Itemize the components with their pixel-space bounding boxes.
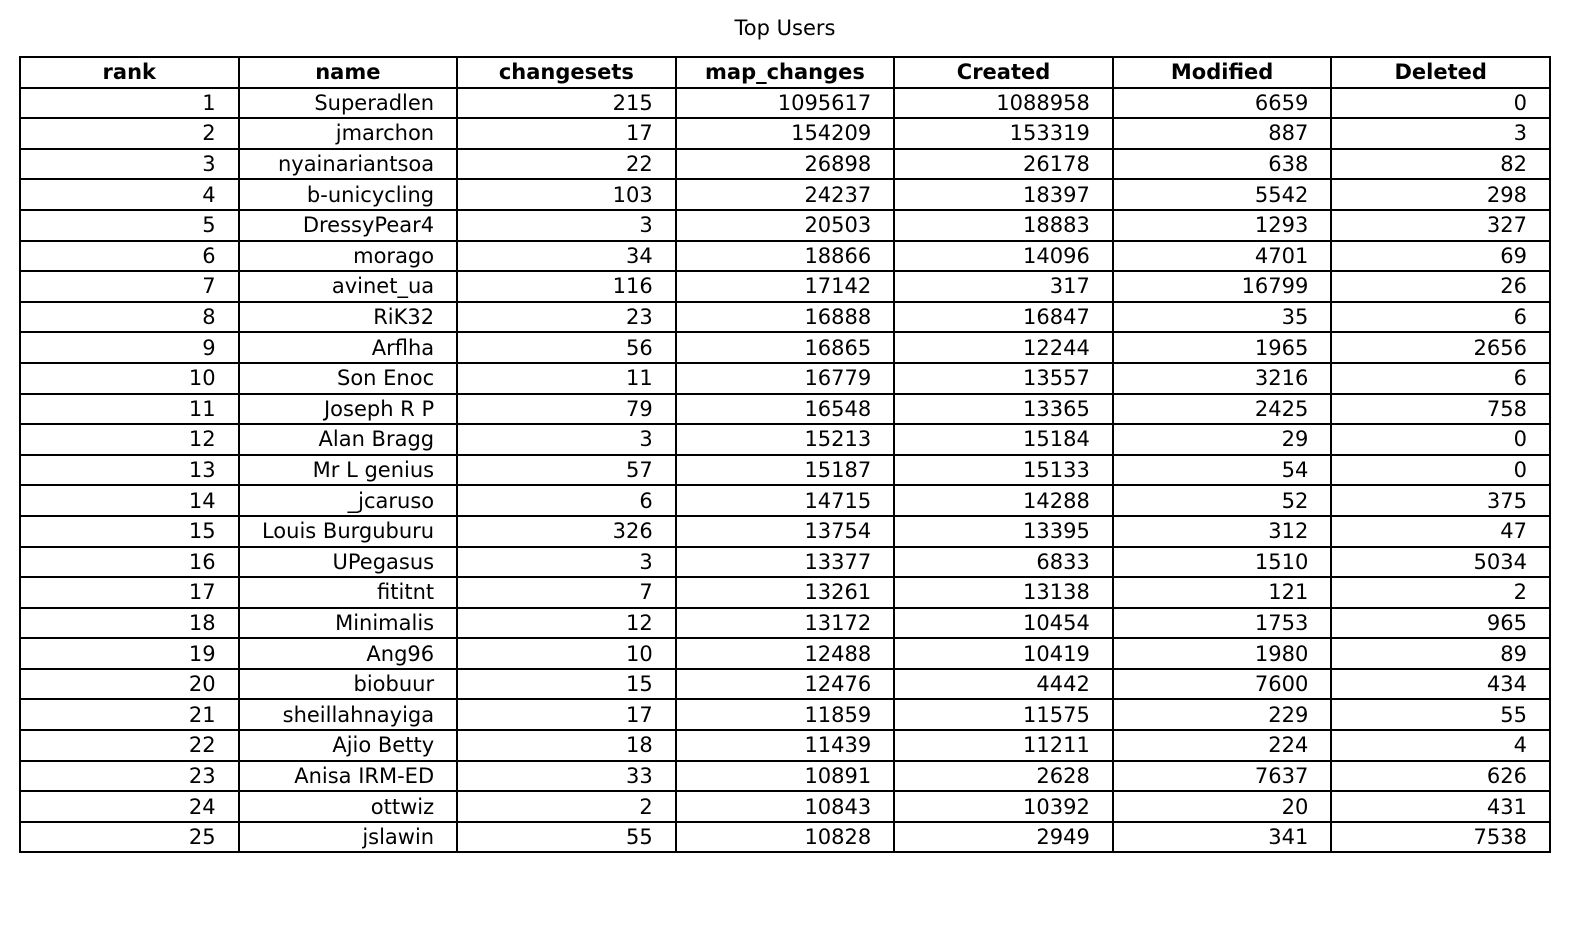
cell-map-changes: 10828 xyxy=(676,822,895,853)
table-row xyxy=(20,88,1550,119)
cell-modified: 121 xyxy=(1113,577,1332,608)
cell-deleted: 89 xyxy=(1331,638,1550,669)
cell-changesets: 11 xyxy=(457,363,676,394)
cell-changesets: 57 xyxy=(457,455,676,486)
cell-deleted: 0 xyxy=(1331,424,1550,455)
table-body xyxy=(20,88,1550,853)
cell-rank: 14 xyxy=(20,485,239,516)
cell-rank: 22 xyxy=(20,730,239,761)
cell-changesets: 17 xyxy=(457,118,676,149)
cell-modified: 54 xyxy=(1113,455,1332,486)
cell-changesets: 18 xyxy=(457,730,676,761)
cell-changesets: 3 xyxy=(457,547,676,578)
cell-name: Louis Burguburu xyxy=(239,516,458,547)
table-row xyxy=(20,210,1550,241)
cell-deleted: 758 xyxy=(1331,394,1550,425)
cell-created: 18883 xyxy=(894,210,1113,241)
cell-deleted: 965 xyxy=(1331,608,1550,639)
cell-map-changes: 12488 xyxy=(676,638,895,669)
table-row xyxy=(20,822,1550,853)
table-row xyxy=(20,516,1550,547)
cell-map-changes: 16548 xyxy=(676,394,895,425)
cell-changesets: 3 xyxy=(457,424,676,455)
cell-changesets: 215 xyxy=(457,88,676,119)
cell-map-changes: 16865 xyxy=(676,332,895,363)
cell-deleted: 6 xyxy=(1331,363,1550,394)
table-row xyxy=(20,761,1550,792)
cell-rank: 18 xyxy=(20,608,239,639)
table-row xyxy=(20,118,1550,149)
cell-name: Arflha xyxy=(239,332,458,363)
cell-rank: 12 xyxy=(20,424,239,455)
cell-modified: 7600 xyxy=(1113,669,1332,700)
cell-created: 11211 xyxy=(894,730,1113,761)
cell-created: 2949 xyxy=(894,822,1113,853)
cell-modified: 6659 xyxy=(1113,88,1332,119)
cell-map-changes: 16779 xyxy=(676,363,895,394)
cell-rank: 11 xyxy=(20,394,239,425)
cell-modified: 341 xyxy=(1113,822,1332,853)
cell-map-changes: 1095617 xyxy=(676,88,895,119)
column-header-rank: rank xyxy=(20,57,239,88)
cell-changesets: 15 xyxy=(457,669,676,700)
table-row xyxy=(20,485,1550,516)
cell-deleted: 3 xyxy=(1331,118,1550,149)
cell-map-changes: 11439 xyxy=(676,730,895,761)
table-row xyxy=(20,791,1550,822)
cell-name: Anisa IRM-ED xyxy=(239,761,458,792)
cell-modified: 1293 xyxy=(1113,210,1332,241)
cell-rank: 6 xyxy=(20,241,239,272)
table-title: Top Users xyxy=(734,16,836,40)
cell-created: 317 xyxy=(894,271,1113,302)
cell-modified: 887 xyxy=(1113,118,1332,149)
cell-map-changes: 14715 xyxy=(676,485,895,516)
table-row xyxy=(20,638,1550,669)
table-row xyxy=(20,424,1550,455)
cell-name: morago xyxy=(239,241,458,272)
cell-rank: 5 xyxy=(20,210,239,241)
table-header-row xyxy=(20,57,1550,88)
column-header-created: Created xyxy=(894,57,1113,88)
column-header-name: name xyxy=(239,57,458,88)
cell-created: 16847 xyxy=(894,302,1113,333)
column-header-modified: Modified xyxy=(1113,57,1332,88)
cell-deleted: 0 xyxy=(1331,455,1550,486)
cell-deleted: 2656 xyxy=(1331,332,1550,363)
cell-changesets: 2 xyxy=(457,791,676,822)
cell-deleted: 7538 xyxy=(1331,822,1550,853)
cell-map-changes: 16888 xyxy=(676,302,895,333)
cell-created: 10419 xyxy=(894,638,1113,669)
cell-name: b-unicycling xyxy=(239,179,458,210)
cell-deleted: 2 xyxy=(1331,577,1550,608)
cell-name: sheillahnayiga xyxy=(239,699,458,730)
cell-name: jmarchon xyxy=(239,118,458,149)
cell-changesets: 56 xyxy=(457,332,676,363)
cell-name: nyainariantsoa xyxy=(239,149,458,180)
cell-rank: 21 xyxy=(20,699,239,730)
table-row xyxy=(20,363,1550,394)
cell-map-changes: 10843 xyxy=(676,791,895,822)
cell-modified: 16799 xyxy=(1113,271,1332,302)
cell-modified: 224 xyxy=(1113,730,1332,761)
cell-map-changes: 24237 xyxy=(676,179,895,210)
cell-rank: 23 xyxy=(20,761,239,792)
cell-name: Ang96 xyxy=(239,638,458,669)
cell-rank: 24 xyxy=(20,791,239,822)
cell-changesets: 10 xyxy=(457,638,676,669)
cell-rank: 2 xyxy=(20,118,239,149)
cell-changesets: 116 xyxy=(457,271,676,302)
table-row xyxy=(20,455,1550,486)
column-header-map-changes: map_changes xyxy=(676,57,895,88)
cell-name: Mr L genius xyxy=(239,455,458,486)
cell-modified: 1753 xyxy=(1113,608,1332,639)
cell-created: 26178 xyxy=(894,149,1113,180)
cell-created: 13395 xyxy=(894,516,1113,547)
cell-name: Ajio Betty xyxy=(239,730,458,761)
cell-deleted: 0 xyxy=(1331,88,1550,119)
cell-rank: 15 xyxy=(20,516,239,547)
cell-created: 13138 xyxy=(894,577,1113,608)
cell-created: 13557 xyxy=(894,363,1113,394)
cell-created: 14096 xyxy=(894,241,1113,272)
cell-map-changes: 13754 xyxy=(676,516,895,547)
cell-deleted: 375 xyxy=(1331,485,1550,516)
table-row xyxy=(20,271,1550,302)
cell-rank: 25 xyxy=(20,822,239,853)
cell-changesets: 12 xyxy=(457,608,676,639)
cell-changesets: 326 xyxy=(457,516,676,547)
cell-modified: 20 xyxy=(1113,791,1332,822)
cell-map-changes: 154209 xyxy=(676,118,895,149)
cell-name: DressyPear4 xyxy=(239,210,458,241)
cell-deleted: 434 xyxy=(1331,669,1550,700)
cell-map-changes: 15213 xyxy=(676,424,895,455)
cell-created: 2628 xyxy=(894,761,1113,792)
cell-modified: 3216 xyxy=(1113,363,1332,394)
cell-name: RiK32 xyxy=(239,302,458,333)
cell-created: 12244 xyxy=(894,332,1113,363)
cell-created: 6833 xyxy=(894,547,1113,578)
table-row xyxy=(20,179,1550,210)
cell-name: ottwiz xyxy=(239,791,458,822)
cell-map-changes: 15187 xyxy=(676,455,895,486)
cell-deleted: 69 xyxy=(1331,241,1550,272)
cell-changesets: 6 xyxy=(457,485,676,516)
cell-deleted: 327 xyxy=(1331,210,1550,241)
cell-name: fititnt xyxy=(239,577,458,608)
cell-changesets: 103 xyxy=(457,179,676,210)
cell-map-changes: 26898 xyxy=(676,149,895,180)
cell-created: 10392 xyxy=(894,791,1113,822)
cell-map-changes: 17142 xyxy=(676,271,895,302)
cell-changesets: 34 xyxy=(457,241,676,272)
cell-rank: 19 xyxy=(20,638,239,669)
cell-deleted: 55 xyxy=(1331,699,1550,730)
cell-deleted: 26 xyxy=(1331,271,1550,302)
table-row xyxy=(20,730,1550,761)
cell-changesets: 7 xyxy=(457,577,676,608)
cell-changesets: 55 xyxy=(457,822,676,853)
cell-name: Minimalis xyxy=(239,608,458,639)
cell-map-changes: 13377 xyxy=(676,547,895,578)
cell-modified: 638 xyxy=(1113,149,1332,180)
cell-name: biobuur xyxy=(239,669,458,700)
cell-created: 10454 xyxy=(894,608,1113,639)
cell-name: Joseph R P xyxy=(239,394,458,425)
cell-modified: 229 xyxy=(1113,699,1332,730)
cell-name: avinet_ua xyxy=(239,271,458,302)
cell-modified: 5542 xyxy=(1113,179,1332,210)
cell-rank: 10 xyxy=(20,363,239,394)
cell-deleted: 4 xyxy=(1331,730,1550,761)
cell-rank: 9 xyxy=(20,332,239,363)
cell-deleted: 82 xyxy=(1331,149,1550,180)
cell-map-changes: 13261 xyxy=(676,577,895,608)
cell-changesets: 79 xyxy=(457,394,676,425)
cell-map-changes: 11859 xyxy=(676,699,895,730)
cell-created: 153319 xyxy=(894,118,1113,149)
table-row xyxy=(20,699,1550,730)
cell-rank: 1 xyxy=(20,88,239,119)
cell-changesets: 33 xyxy=(457,761,676,792)
cell-modified: 29 xyxy=(1113,424,1332,455)
cell-rank: 7 xyxy=(20,271,239,302)
cell-map-changes: 18866 xyxy=(676,241,895,272)
cell-rank: 4 xyxy=(20,179,239,210)
table-row xyxy=(20,332,1550,363)
cell-rank: 16 xyxy=(20,547,239,578)
cell-rank: 8 xyxy=(20,302,239,333)
cell-modified: 52 xyxy=(1113,485,1332,516)
cell-map-changes: 13172 xyxy=(676,608,895,639)
cell-created: 14288 xyxy=(894,485,1113,516)
cell-rank: 20 xyxy=(20,669,239,700)
cell-map-changes: 12476 xyxy=(676,669,895,700)
cell-created: 15184 xyxy=(894,424,1113,455)
table-row xyxy=(20,394,1550,425)
cell-modified: 1980 xyxy=(1113,638,1332,669)
cell-rank: 17 xyxy=(20,577,239,608)
column-header-deleted: Deleted xyxy=(1331,57,1550,88)
table-row xyxy=(20,302,1550,333)
table-row xyxy=(20,577,1550,608)
cell-deleted: 431 xyxy=(1331,791,1550,822)
cell-map-changes: 10891 xyxy=(676,761,895,792)
cell-map-changes: 20503 xyxy=(676,210,895,241)
cell-name: UPegasus xyxy=(239,547,458,578)
cell-modified: 312 xyxy=(1113,516,1332,547)
cell-created: 1088958 xyxy=(894,88,1113,119)
cell-created: 11575 xyxy=(894,699,1113,730)
cell-name: Alan Bragg xyxy=(239,424,458,455)
table-row xyxy=(20,241,1550,272)
table-row xyxy=(20,547,1550,578)
cell-name: Son Enoc xyxy=(239,363,458,394)
table-row xyxy=(20,608,1550,639)
cell-name: jslawin xyxy=(239,822,458,853)
top-users-table xyxy=(19,56,1551,853)
cell-changesets: 3 xyxy=(457,210,676,241)
cell-rank: 13 xyxy=(20,455,239,486)
cell-created: 13365 xyxy=(894,394,1113,425)
cell-deleted: 298 xyxy=(1331,179,1550,210)
cell-changesets: 23 xyxy=(457,302,676,333)
cell-modified: 2425 xyxy=(1113,394,1332,425)
cell-created: 18397 xyxy=(894,179,1113,210)
cell-modified: 4701 xyxy=(1113,241,1332,272)
cell-modified: 35 xyxy=(1113,302,1332,333)
cell-modified: 1510 xyxy=(1113,547,1332,578)
cell-modified: 7637 xyxy=(1113,761,1332,792)
table-row xyxy=(20,149,1550,180)
cell-changesets: 22 xyxy=(457,149,676,180)
cell-name: Superadlen xyxy=(239,88,458,119)
table-row xyxy=(20,669,1550,700)
cell-deleted: 5034 xyxy=(1331,547,1550,578)
cell-created: 15133 xyxy=(894,455,1113,486)
cell-created: 4442 xyxy=(894,669,1113,700)
cell-deleted: 626 xyxy=(1331,761,1550,792)
cell-modified: 1965 xyxy=(1113,332,1332,363)
cell-changesets: 17 xyxy=(457,699,676,730)
column-header-changesets: changesets xyxy=(457,57,676,88)
cell-deleted: 47 xyxy=(1331,516,1550,547)
cell-rank: 3 xyxy=(20,149,239,180)
cell-name: _jcaruso xyxy=(239,485,458,516)
cell-deleted: 6 xyxy=(1331,302,1550,333)
